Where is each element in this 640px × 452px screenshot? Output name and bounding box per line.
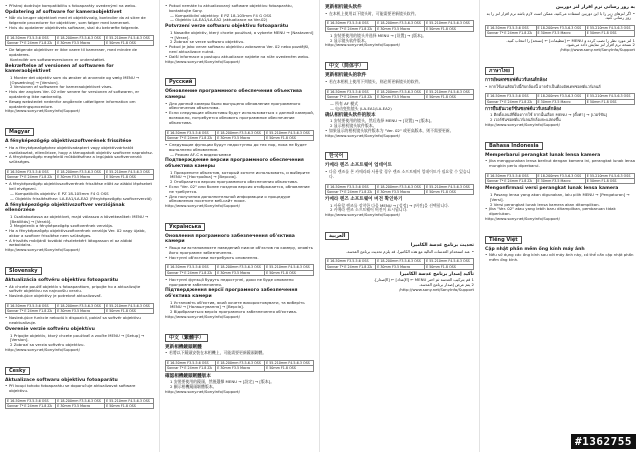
step-item: — 所有 AF 模式 <box>330 100 359 106</box>
table-cell: E 18-200mm F3.5-6.3 OSS <box>56 35 105 40</box>
table-cell: E 55-210mm F4.5-6.3 OSS <box>105 304 154 309</box>
bullet-item: • Nếu sử dụng các ống kính sau với máy ảnh này, có thể cần cập nhật phần mềm ống kính. <box>489 253 635 263</box>
section-heading: تأكيد إصدار برنامج عدسة الكاميرا <box>399 271 474 277</box>
language-heading: ภาษาไทย <box>485 67 514 75</box>
table-cell: Sonnar T* E 24mm F1.8 ZA <box>326 189 376 194</box>
section-heading: A fényképezőgép objektívszoftverének frissítése <box>5 139 132 145</box>
bullet-item: • 若在本相机上使用下列镜头，则必须更新镜头的软件。 <box>329 80 474 85</box>
table-cell: E 30mm F3.5 Macro <box>216 366 265 371</box>
paragraph: http://www.sony.net/SonyInfo/Support/ <box>165 58 240 64</box>
table-cell: Sonnar T* E 24mm F1.8 ZA <box>326 94 376 99</box>
paragraph: http://www.sony.net/SonyInfo/Support/ <box>5 108 80 114</box>
step-item: 2 Megjelenik a fényképezőgép szoftverének verziója. <box>10 223 114 229</box>
bullet-item: • Якщо ви встановлюєте наведений нижче об'єктив на камеру, оновіть його програмне забезпечення. <box>169 246 314 256</box>
language-heading: Tiếng Việt <box>485 236 522 244</box>
table-cell: E 30mm F3.5 Macro <box>56 404 105 409</box>
text-section <box>165 143 314 209</box>
text-section <box>325 163 474 179</box>
text-section <box>5 182 154 253</box>
lens-model-table <box>485 93 635 104</box>
language-heading: Magyar <box>5 128 34 136</box>
step-item: 2 Zobrazí sa verzia softvéru objektívu. <box>10 342 85 348</box>
table-cell: E 50mm F1.8 OSS <box>105 309 154 314</box>
section-heading: Aktualizácia softvéru objektívu fotoaparátu <box>5 278 119 284</box>
table-row <box>166 361 314 366</box>
table-cell: Sonnar T* E 24mm F1.8 ZA <box>326 26 376 31</box>
step-item: 1 Установіть об'єктив, який хочете використовувати, та виберіть MENU → [Налаштування] → [Версія]. <box>170 299 305 310</box>
text-section <box>325 34 474 48</box>
lens-model-table <box>325 184 474 195</box>
step-item: 2 يتم عرض إصدار برنامج العدسة. <box>419 282 474 288</box>
bullet-item: • Наступні об'єктиви потребують оновлення. <box>169 256 314 261</box>
bullet-item: • Следующие функции будут недоступны до тех пор, пока не будет выполнено обновление. <box>169 143 314 153</box>
table-row <box>6 309 154 314</box>
paragraph: http://www.sony.net/SonyInfo/Support/ <box>165 314 240 320</box>
table-cell: E 18-200mm F3.5-6.3 OSS <box>216 265 265 270</box>
table-row <box>166 135 314 140</box>
bullet-item: • Ak chcete použiť objektív s fotoaparátom, pripojte ho a aktualizujte softvér objektívu na najnovšiu verziu. <box>9 285 154 295</box>
section-heading: Bekræftelse af versionen af softwaren for kameraobjektivet <box>5 63 114 75</box>
bullet-item: • Při koupi tohoto fotoaparátu se doporučuje aktualizovat software objektivu. <box>9 384 154 394</box>
table-cell: Sonnar T* E 24mm F1.8 ZA <box>486 179 537 184</box>
text-section <box>165 234 314 261</box>
bullet-item: • Если "Ver. 02" или более поздняя версия отображается, обновление не требуется. <box>169 185 314 195</box>
step-item: 2 Отобразится версия программного обеспечения объектива. <box>170 179 298 185</box>
step-item: 2 Zobrazí se verze softwaru objektivu. <box>170 39 245 45</box>
table-cell: E 18-200mm F3.5-6.3 OSS <box>376 89 425 94</box>
paragraph: http://www.sony.net/SonyInfo/Support/ <box>5 247 80 253</box>
table-cell: E 16-50mm F3.5-5.6 OSS <box>326 89 376 94</box>
table-cell: E 55-210mm F4.5-6.3 OSS <box>425 259 474 264</box>
paragraph: http://www.sony.net/SonyInfo/Support/ <box>5 347 80 353</box>
text-section <box>165 278 314 320</box>
table-cell: E 18-200mm F3.5-6.3 OSS <box>216 361 265 366</box>
bullet-item: • Наступні функції будуть недоступні, доки не буде оновлено програмне забезпечення. <box>169 278 314 288</box>
text-column <box>480 0 640 452</box>
section-heading: Overenie verzie softvéru objektívu <box>5 327 95 333</box>
paragraph: http://www.sony.net/SonyInfo/Support/ <box>485 215 560 221</box>
table-cell: E 50mm F1.8 OSS <box>425 264 474 269</box>
table-cell: E 18-200mm F3.5-6.3 OSS <box>216 130 265 135</box>
table-cell: E 30mm F3.5 Macro <box>376 264 425 269</box>
text-section <box>485 78 635 89</box>
table-cell: E 55-210mm F4.5-6.3 OSS <box>265 265 314 270</box>
step-item: — Objektiv LA-EA1/LA-EA2 (aktualizace na Ver.02) <box>170 17 268 23</box>
bullet-item: • Если следующие объективы будут использоваться с данной камерой, возможно, потребуется обновить программное обеспечение объектива. <box>169 111 314 125</box>
bullet-item: • Nasledujúce objektívy je potrebné aktualizovať. <box>9 294 154 299</box>
table-cell: Sonnar T* E 24mm F1.8 ZA <box>166 366 216 371</box>
language-heading: Русский <box>165 78 196 86</box>
bullet-item: • Pokud nemáte tu aktualizovaný software objektivu fotoaparátu, kontaktujte Sony. <box>169 4 314 14</box>
text-section <box>325 73 474 84</box>
paragraph: http://www.sony.net/SonyInfo/Support/ <box>485 121 560 127</box>
bullet-item: • A fényképezőgép megfelelő működéséhez a legújabb szoftververzió szükséges. <box>9 155 154 165</box>
section-heading: Оновлення програмного забезпечення об'єктива камери <box>165 233 295 245</box>
step-item: 2 카메라 렌즈 소프트웨어 버전이 표시됩니다. <box>330 207 408 213</box>
table-row <box>166 270 314 275</box>
table-cell: E 30mm F3.5 Macro <box>216 270 265 275</box>
language-heading: Українська <box>165 223 205 231</box>
text-section <box>485 107 635 128</box>
text-section <box>165 374 314 395</box>
step-item: 1 ติดตั้งเลนส์ที่ต้องการใช้ จากนั้นเลือก MENU → [ตั้งค่า] → [เวอร์ชัน] <box>490 112 608 118</box>
table-cell: E 55-210mm F4.5-6.3 OSS <box>585 26 634 31</box>
table-cell: E 16-50mm F3.5-5.6 OSS <box>486 26 537 31</box>
table-cell: Sonnar T* E 24mm F1.8 ZA <box>6 404 56 409</box>
table-row <box>326 189 474 194</box>
bullet-item: • Jika menggunakan lensa berikut dengan kamera ini, perangkat lunak lensa mungkin perlu diperbarui. <box>489 159 635 169</box>
paragraph: http://www.sony.net/SonyInfo/Support/ <box>560 47 635 53</box>
step-item: — Objektív frissítéséhez: LA-EA1/LA-EA2 (Fényképezőgép szoftververzió) <box>10 195 152 201</box>
bullet-item: • 如果显示的相机镜头软件版本为 "Ver. 02" 或更高版本，则不需要更新。 <box>329 129 474 134</box>
bullet-item: • Для данной камеры было выпущено обновление программного обеспечения объектива. <box>169 102 314 112</box>
bullet-item: • A fényképezőgép objektívszoftverének frissítése előtt az alábbi lépéseket kell elvégezni. <box>9 182 154 192</box>
table-cell: E 30mm F3.5 Macro <box>376 189 425 194</box>
table-row <box>6 404 154 409</box>
table-cell: E 16-50mm F3.5-5.6 OSS <box>6 399 56 404</box>
bullet-item: • 다음 렌즈를 본 카메라와 사용할 경우 렌즈 소프트웨어 업데이트가 필요할 수 있습니다. <box>329 170 474 180</box>
step-item: Kontrollér om softwareversionen er understøttet. <box>10 56 106 62</box>
bullet-item: • Přístroj dodržuje kompatibilitu s fotoaparáty uvedenými na webu. <box>9 4 154 9</box>
table-cell: E 30mm F3.5 Macro <box>376 26 425 31</box>
step-item: — Kompatibilní objektivy: E PZ 18-105mm F4 G OSS <box>170 12 272 18</box>
table-cell: E 55-210mm F4.5-6.3 OSS <box>265 130 314 135</box>
bullet-item: • 在本机上使用以下镜头时，可能需要更新镜头软件。 <box>329 12 474 17</box>
table-cell: E 30mm F3.5 Macro <box>56 40 105 45</box>
section-heading: การอัพเดทซอฟต์แวร์เลนส์กล้อง <box>485 77 548 83</box>
bullet-item: • Jika "Ver. 02" atau yang lebih baru ditampilkan, pembaruan tidak diperlukan. <box>489 207 635 217</box>
section-heading: Подтверждение версии программного обеспечения объектива камеры <box>165 158 304 169</box>
table-cell: E 50mm F1.8 OSS <box>105 40 154 45</box>
step-item: 1 Pripojte objektív, ktorý chcete používať a zvoľte MENU → [Setup] → [Version]. <box>10 332 145 343</box>
lens-model-table <box>5 303 154 314</box>
section-heading: 更新相机镜头的软件 <box>325 73 367 79</box>
table-cell: Sonnar T* E 24mm F1.8 ZA <box>6 40 56 45</box>
table-row <box>486 31 635 36</box>
lens-model-table <box>5 35 154 46</box>
paragraph: http://www.sony.net/SonyInfo/Support/ <box>165 388 240 394</box>
table-cell: E 16-50mm F3.5-5.6 OSS <box>6 304 56 309</box>
step-item: — Kompatibilis objektív: E PZ 18-105mm F4 G OSS <box>10 190 109 196</box>
lens-model-table <box>325 89 474 100</box>
step-item: 1 安装要使用的镜头，然后选择 MENU → [设置] → [版本]。 <box>330 118 435 124</box>
paragraph: http://www.sony.net/SonyInfo/Support/ <box>399 286 474 292</box>
bullet-item: • Další informace o postupu aktualizace najdete na níže uvedeném webu. <box>169 55 314 60</box>
section-heading: 確認相機鏡頭韌體版本 <box>165 373 211 379</box>
bullet-item: • หากใช้เลนส์ต่อไปนี้กับกล้องนี้ อาจจำเป็นต้องอัพเดทซอฟต์แวร์เลนส์ <box>489 85 635 90</box>
section-heading: Підтвердження версії програмного забезпечення об'єктива камери <box>165 288 298 300</box>
section-heading: Memperbarui perangkat lunak lensa kamera <box>485 152 601 158</box>
text-section <box>5 278 154 299</box>
table-cell: E 30mm F3.5 Macro <box>216 135 265 140</box>
bullet-item: • اگر لنزهای زیر را با این دوربین استفاده می‌کنید، ممکن است لازم باشد نرم افزار لنز را به روز رسانی کنید. <box>485 12 631 22</box>
table-cell: E 16-50mm F3.5-5.6 OSS <box>326 184 376 189</box>
text-section <box>5 139 154 165</box>
table-cell: E 30mm F3.5 Macro <box>536 31 585 36</box>
section-heading: Обновление программного обеспечения объектива камеры <box>165 89 302 100</box>
step-item: 1 لنز مورد نظر را نصب کرده و MENU ← [تنظیمات] ← [نسخه] را انتخاب کنید. <box>506 37 635 43</box>
table-cell: E 18-200mm F3.5-6.3 OSS <box>536 173 585 178</box>
language-heading: 中文（简体字） <box>325 62 368 70</box>
table-cell: E 55-210mm F4.5-6.3 OSS <box>265 361 314 366</box>
table-cell: E 16-50mm F3.5-5.6 OSS <box>6 169 56 174</box>
table-cell: E 16-50mm F3.5-5.6 OSS <box>166 130 216 135</box>
step-item: 1 Nasaďte objektiv, který chcete používat, a vyberte MENU → [Nastavení] → [Verze]. <box>170 29 314 40</box>
language-heading: Česky <box>5 367 30 375</box>
step-item: 1 安裝要使用的鏡頭，然後選擇 MENU → [設定] → [版本]。 <box>170 379 275 385</box>
lens-model-table <box>5 398 154 409</box>
step-item: 1 Прикрепите объектив, который хотите использовать, и выберите MENU → [Настройка] → [Версия]. <box>170 169 310 180</box>
bullet-item: • A frissítés módjáról további részletekért látogasson el az alábbi weboldalra. <box>9 239 154 249</box>
text-section <box>325 272 474 293</box>
text-section <box>5 4 154 31</box>
table-cell: Sonnar T* E 24mm F1.8 ZA <box>486 99 537 104</box>
table-row <box>326 259 474 264</box>
step-item: 1 Pasang lensa yang akan digunakan, lalu pilih MENU → [Pengaturan] → [Versi]. <box>490 191 630 202</box>
bullet-item: • Hvis du opdaterer objektivets software, skal du bekræfte følgende. <box>9 26 154 31</box>
language-heading: Bahasa Indonesia <box>485 142 543 150</box>
table-cell: E 18-200mm F3.5-6.3 OSS <box>376 21 425 26</box>
section-heading: Opdatering af software for kameraobjektivet <box>5 9 122 15</box>
table-cell: E 55-210mm F4.5-6.3 OSS <box>585 94 634 99</box>
table-cell: E 18-200mm F3.5-6.3 OSS <box>376 259 425 264</box>
table-row <box>486 99 635 104</box>
step-item: 1 Csatlakoztassa az objektívet, majd válassza a következőket: MENU → [Beállítás] → [Verzió]. <box>10 213 149 224</box>
bullet-item: • عند استخدام العدسات التالية مع هذه الكاميرا، قد يلزم تحديث برنامج العدسة. <box>325 250 470 255</box>
lens-model-table <box>165 360 314 371</box>
table-cell: E 16-50mm F3.5-5.6 OSS <box>326 21 376 26</box>
table-cell: E 16-50mm F3.5-5.6 OSS <box>6 35 56 40</box>
table-cell: E 18-200mm F3.5-6.3 OSS <box>536 26 585 31</box>
section-heading: Cập nhật phần mềm ống kính máy ảnh <box>485 246 585 252</box>
text-section <box>325 102 474 138</box>
table-row <box>326 21 474 26</box>
step-item: — 电动变焦镜头 (LA-EA1/LA-EA2) <box>330 105 392 111</box>
table-cell: E 18-200mm F3.5-6.3 OSS <box>376 184 425 189</box>
table-cell: E 30mm F3.5 Macro <box>376 94 425 99</box>
text-section <box>325 5 474 16</box>
table-row <box>6 175 154 180</box>
table-cell: E 30mm F3.5 Macro <box>536 99 585 104</box>
table-row <box>326 26 474 31</box>
table-row <box>166 265 314 270</box>
table-cell: E 16-50mm F3.5-5.6 OSS <box>486 94 537 99</box>
step-item: 2 Versi perangkat lunak lensa kamera akan ditampilkan. <box>490 201 600 207</box>
step-item: — Режим AF-C в видеосъемке <box>170 151 232 157</box>
paragraph: http://www.sony.net/SonyInfo/Support/ <box>165 203 240 209</box>
text-section <box>165 345 314 356</box>
text-section <box>165 89 314 125</box>
table-row <box>6 35 154 40</box>
table-cell: E 18-200mm F3.5-6.3 OSS <box>56 169 105 174</box>
step-item: 2 显示镜头软件版本。 <box>330 37 369 43</box>
text-section <box>485 247 635 263</box>
bullet-item: • Når du bruger objektivet med et objektivvalg, kontroller da at sikre de følgende procedurer for objektiver, som følger med kameraet. <box>9 16 154 26</box>
table-cell: E 50mm F1.8 OSS <box>265 366 314 371</box>
step-item: 1 사용할 렌즈를 장착한 다음 MENU → [설정] → [버전]을 선택합니다. <box>330 202 450 208</box>
language-heading: 한국어 <box>325 152 348 160</box>
step-item: 2 เวอร์ชันซอฟต์แวร์เลนส์กล้องจะแสดงขึ้น <box>490 117 561 123</box>
table-row <box>166 130 314 135</box>
step-item: 1 قم بتركيب العدسة ثم اختر MENU ← [الإعداد] ← [الإصدار]. <box>373 277 474 283</box>
bullet-item: • Nasledujúce funkcie nebudú k dispozícii, pokiaľ sa softvér objektívu neaktualizuje. <box>9 316 154 326</box>
table-cell: Sonnar T* E 24mm F1.8 ZA <box>166 135 216 140</box>
table-row <box>486 173 635 178</box>
table-row <box>6 169 154 174</box>
lens-model-table <box>165 264 314 275</box>
table-cell: E 50mm F1.8 OSS <box>265 135 314 140</box>
table-cell: E 50mm F1.8 OSS <box>425 189 474 194</box>
table-row <box>6 399 154 404</box>
lens-model-table <box>325 20 474 31</box>
step-item: 2 显示相机镜头软件版本。 <box>330 122 377 128</box>
table-cell: Sonnar T* E 24mm F1.8 ZA <box>166 270 216 275</box>
section-heading: 更新相機鏡頭韌體 <box>165 344 202 350</box>
text-column <box>320 0 480 452</box>
bullet-item: • Besøg webstedet nedenfor angående udførligere information om opdateringsprocedure. <box>9 100 154 110</box>
text-section <box>5 316 154 352</box>
lens-model-table <box>325 258 474 269</box>
section-heading: A fényképezőgép objektívszoftver verziójának ellenőrzése <box>5 202 125 214</box>
section-heading: تحديث برنامج عدسة الكاميرا <box>410 242 474 248</box>
text-section <box>325 197 474 218</box>
bullet-item: • Ha a fényképezőgép objektívszoftverének verziója Ver. 02 vagy újabb, akkor a szoftver frissítése nem szükséges. <box>9 229 154 239</box>
step-item: 1 安装要使用的镜头并选择 MENU → [设置] → [版本]。 <box>330 32 427 38</box>
paragraph: http://www.sony.net/SonyInfo/Support/ <box>325 132 400 138</box>
text-section <box>165 4 314 64</box>
section-heading: به روز رسانی نرم افزار لنز دوربین <box>555 5 635 10</box>
table-cell: E 55-210mm F4.5-6.3 OSS <box>585 173 634 178</box>
bullet-item: • Ha a fényképezőgéphez objektívadaptert vagy objektívvárhatót csatlakoztat, ellenőrizze, hogy a támogatott objektív szoftvere naprakész. <box>9 146 154 156</box>
table-cell: E 18-200mm F3.5-6.3 OSS <box>56 399 105 404</box>
watermark-id: #1362755 <box>571 434 636 449</box>
table-cell: E 50mm F1.8 OSS <box>425 26 474 31</box>
table-cell: E 55-210mm F4.5-6.3 OSS <box>105 35 154 40</box>
table-cell: E 50mm F1.8 OSS <box>585 31 634 36</box>
table-cell: E 50mm F1.8 OSS <box>105 175 154 180</box>
language-heading: العربية <box>325 232 349 240</box>
section-heading: Mengonfirmasi versi perangkat lunak lensa kamera <box>485 186 619 192</box>
section-heading: 确认相机镜头软件的版本 <box>325 112 376 118</box>
lens-model-table <box>485 173 635 184</box>
step-item: 2 Відобразиться версія програмного забезпечення об'єктива. <box>170 309 298 315</box>
table-cell: E 55-210mm F4.5-6.3 OSS <box>425 89 474 94</box>
text-section <box>325 243 474 254</box>
section-heading: Potvrzení verze softwaru objektivu fotoaparátu <box>165 24 289 30</box>
table-cell: E 30mm F3.5 Macro <box>56 175 105 180</box>
table-cell: E 50mm F1.8 OSS <box>105 404 154 409</box>
table-cell: E 55-210mm F4.5-6.3 OSS <box>105 399 154 404</box>
lens-model-table <box>485 25 635 36</box>
table-cell: E 50mm F1.8 OSS <box>265 270 314 275</box>
table-cell: Sonnar T* E 24mm F1.8 ZA <box>326 264 376 269</box>
table-cell: Sonnar T* E 24mm F1.8 ZA <box>6 309 56 314</box>
text-column <box>0 0 160 452</box>
text-section <box>5 378 154 394</box>
bullet-item: • Для получения дополнительной информации о процедуре обновления посетите веб-сайт ниже. <box>169 195 314 205</box>
table-cell: E 50mm F1.8 OSS <box>425 94 474 99</box>
table-row <box>6 304 154 309</box>
step-item: 2 نسخه نرم افزار لنز نمایش داده می‌شود. <box>565 42 635 48</box>
text-section <box>485 39 635 53</box>
language-heading: Slovensky <box>5 267 42 275</box>
table-row <box>6 40 154 45</box>
text-section <box>5 48 154 114</box>
table-cell: E 18-200mm F3.5-6.3 OSS <box>56 304 105 309</box>
table-cell: E 30mm F3.5 Macro <box>536 179 585 184</box>
paragraph: http://www.sony.net/SonyInfo/Support/ <box>325 42 400 48</box>
table-cell: E 50mm F1.8 OSS <box>585 179 634 184</box>
table-cell: E 50mm F1.8 OSS <box>585 99 634 104</box>
bullet-item: • Hvis der angives Ver. 02 eller senere for versionen af softwaren, er opdatering ikke nødvendig. <box>9 90 154 100</box>
section-heading: Aktualizace softwaru objektivu fotoaparátu <box>5 377 118 383</box>
table-row <box>326 94 474 99</box>
language-heading: 中文（繁體字） <box>165 334 208 342</box>
step-item: 2 顯示相機鏡頭韌體版本。 <box>170 384 217 390</box>
table-row <box>486 94 635 99</box>
table-cell: E 16-50mm F3.5-5.6 OSS <box>486 173 537 178</box>
lens-model-table <box>5 169 154 180</box>
table-row <box>326 264 474 269</box>
table-cell: E 55-210mm F4.5-6.3 OSS <box>425 21 474 26</box>
table-row <box>326 184 474 189</box>
lens-model-table <box>165 130 314 141</box>
text-column <box>160 0 320 452</box>
table-cell: Sonnar T* E 24mm F1.8 ZA <box>6 175 56 180</box>
table-row <box>486 26 635 31</box>
table-cell: E 55-210mm F4.5-6.3 OSS <box>105 169 154 174</box>
table-row <box>166 366 314 371</box>
section-heading: 카메라 렌즈 소프트웨어 업데이트 <box>325 163 392 169</box>
table-cell: Sonnar T* E 24mm F1.8 ZA <box>486 31 537 36</box>
table-cell: E 16-50mm F3.5-5.6 OSS <box>166 361 216 366</box>
table-row <box>326 89 474 94</box>
paragraph: http://www.sony.net/SonyInfo/Support/ <box>325 212 400 218</box>
text-section <box>485 153 635 169</box>
bullet-item: • 若將以下鏡頭安裝在本相機上，可能需要更新鏡頭韌體。 <box>169 351 314 356</box>
bullet-item: • Pokud je jako verze softwaru objektivu zobrazeno Ver. 02 nebo pozdější, není aktualizace nutná. <box>169 45 314 55</box>
table-cell: E 18-200mm F3.5-6.3 OSS <box>536 94 585 99</box>
step-item: 2 Versionen af softwaren for kameraobjektivet vises. <box>10 84 113 90</box>
section-heading: การยืนยันเวอร์ชันซอฟต์แวร์เลนส์กล้อง <box>485 106 562 112</box>
table-cell: E 55-210mm F4.5-6.3 OSS <box>425 184 474 189</box>
text-section <box>485 186 635 221</box>
section-heading: 更新相机镜头软件 <box>325 5 362 10</box>
step-item: 1 Monter det objektiv som du ønsker at anvende og vælg MENU → [Opsætning] → [Version]. <box>10 74 140 85</box>
bullet-item: • De følgende objektiver er ikke vaere til kameraer, med mindre de opdateres. <box>9 48 154 58</box>
table-cell: E 30mm F3.5 Macro <box>56 309 105 314</box>
section-heading: 카메라 렌즈 소프트웨어 버전 확인하기 <box>325 196 403 202</box>
text-section <box>485 5 635 21</box>
table-cell: E 16-50mm F3.5-5.6 OSS <box>166 265 216 270</box>
table-cell: E 16-50mm F3.5-5.6 OSS <box>326 259 376 264</box>
table-row <box>486 179 635 184</box>
